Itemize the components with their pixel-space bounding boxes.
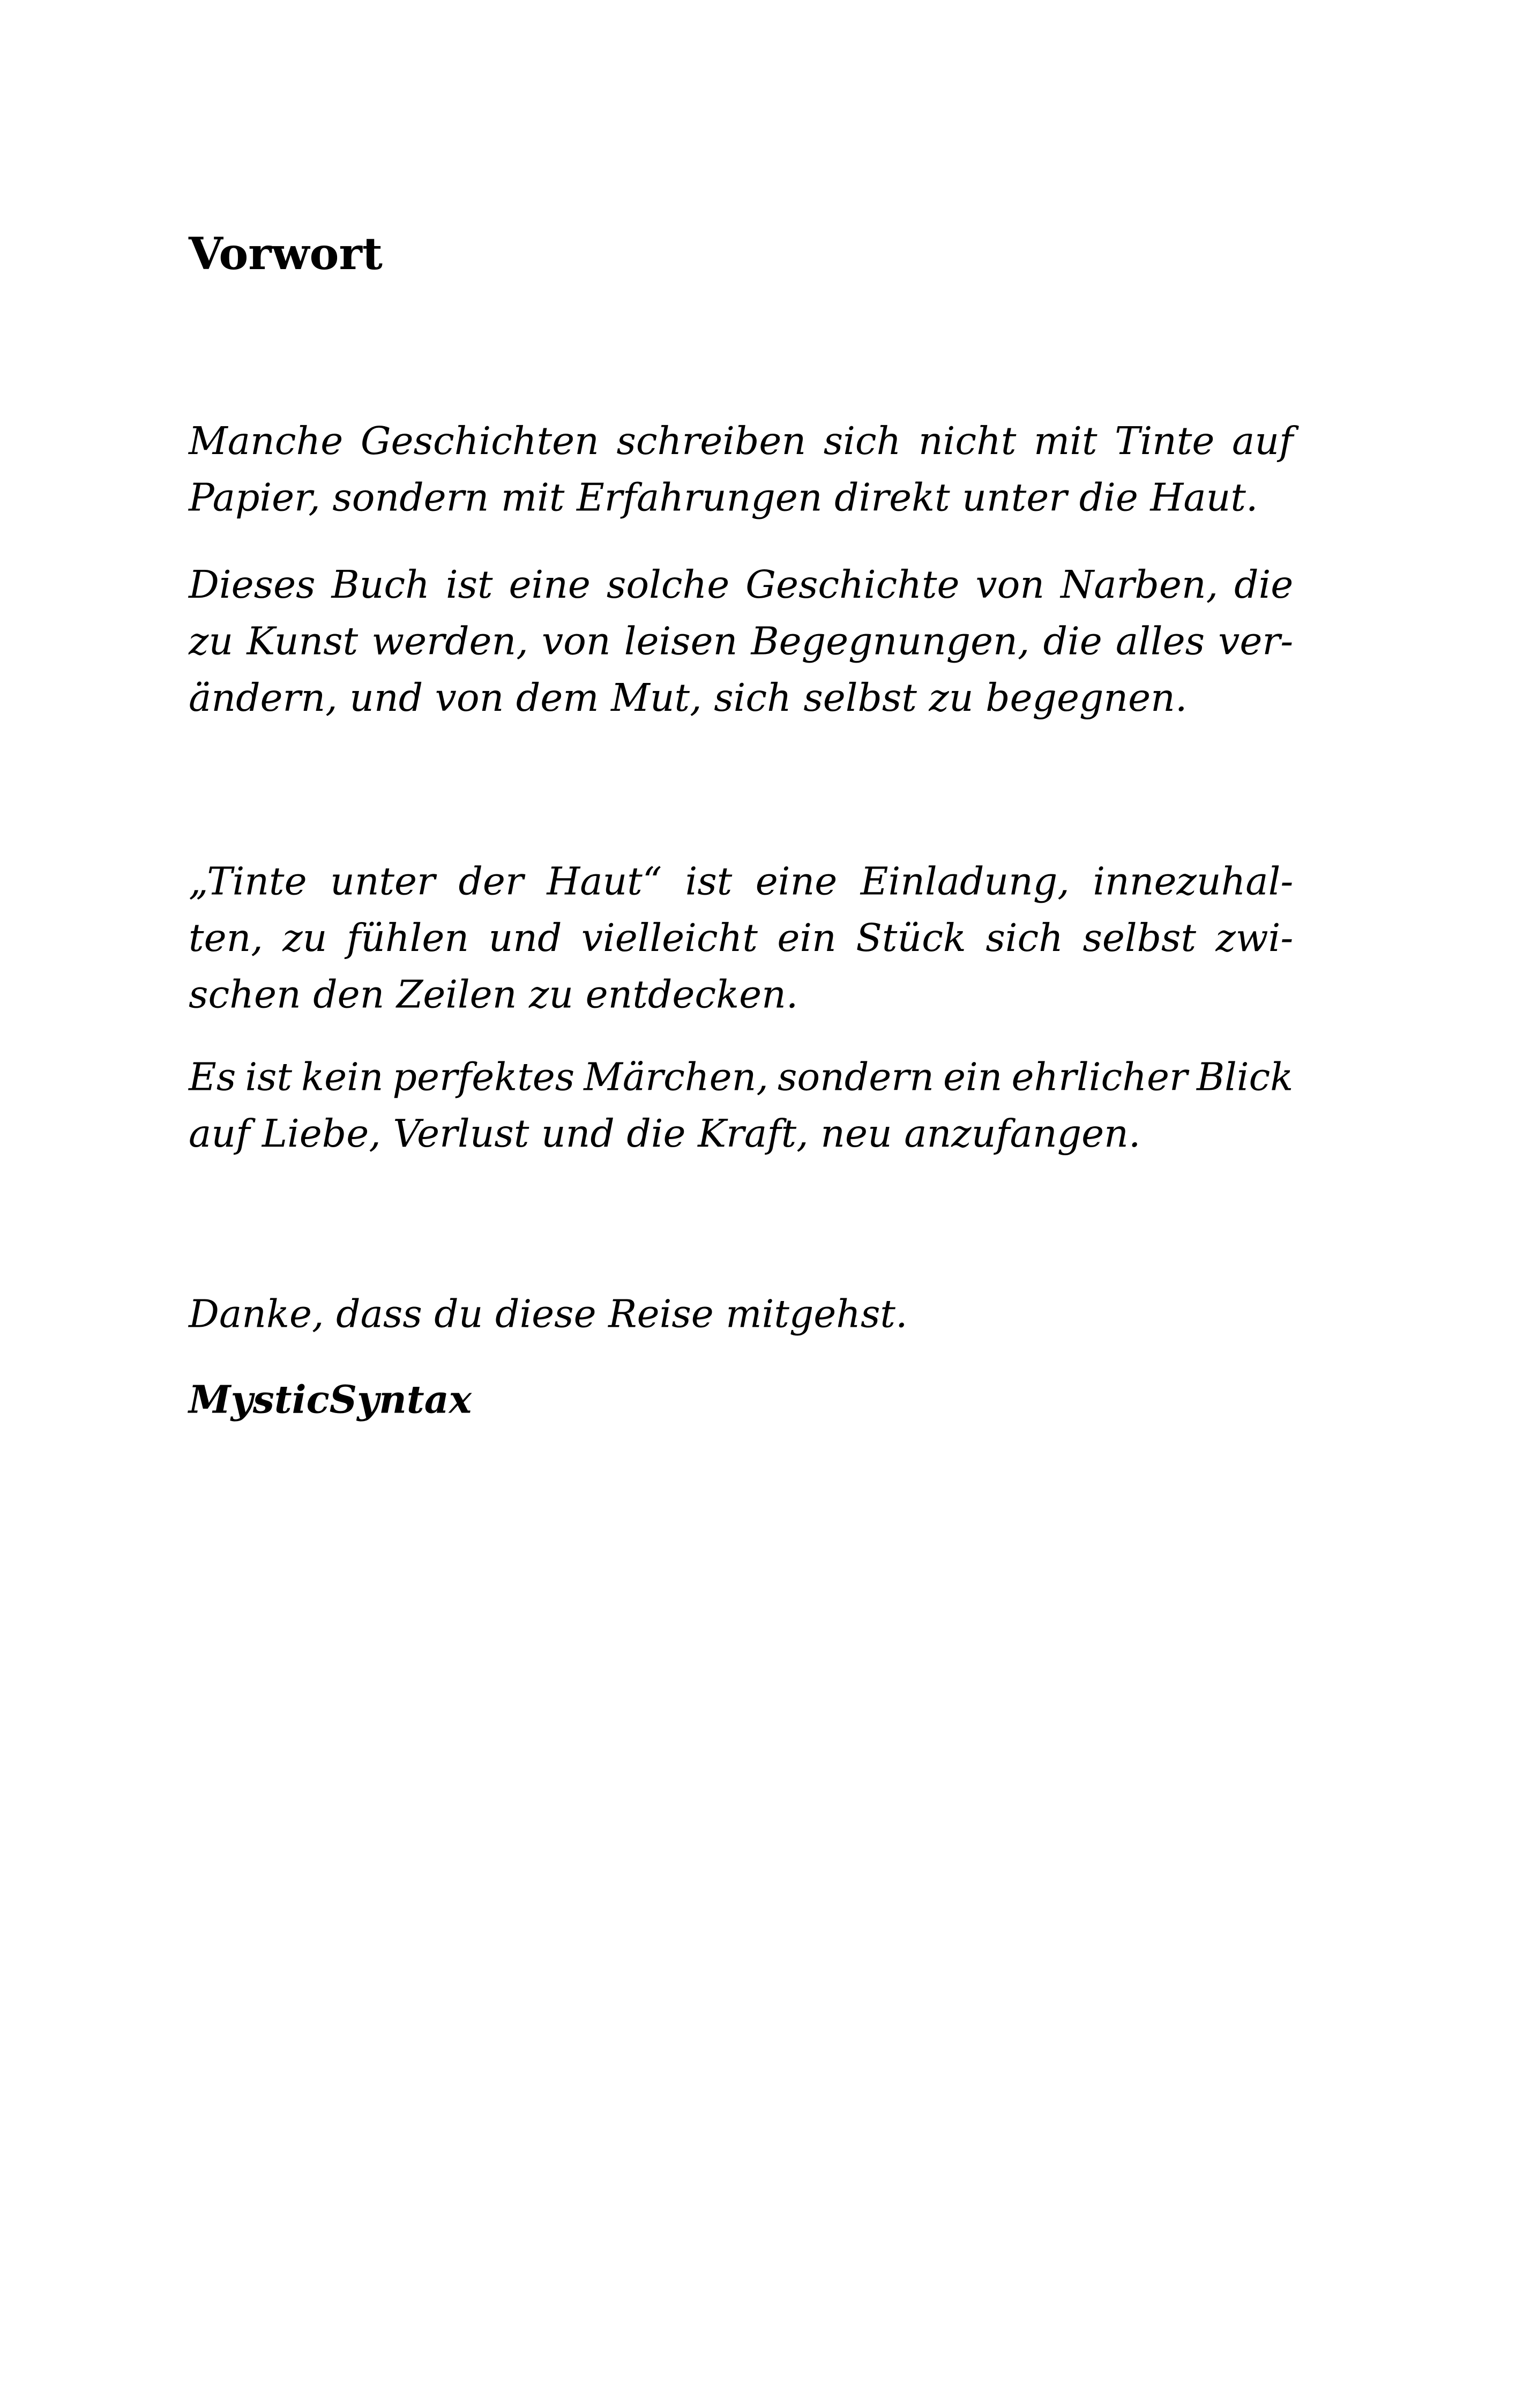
paragraph-invitation (189, 853, 1293, 1023)
text-line: Manche Geschichten schreiben sich nicht mit Tinte auf (189, 419, 1294, 464)
paragraph-intro (189, 413, 1293, 526)
text-line: ändern, und von dem Mut, sich selbst zu begegnen. (189, 675, 1188, 720)
text-line: Dieses Buch ist eine solche Geschichte von Narben, die (189, 562, 1294, 607)
text-line: „Tinte unter der Haut“ ist eine Einladung, innezuhal- (189, 859, 1294, 904)
text-line: auf Liebe, Verlust und die Kraft, neu anzufangen. (189, 1111, 1141, 1156)
author-signature: MysticSyntax (189, 1377, 472, 1422)
text-line: Es ist kein perfektes Märchen, sondern ein ehrlicher Blick (189, 1054, 1294, 1099)
paragraph-thanks (189, 1286, 1293, 1343)
chapter-heading: Vorwort (189, 227, 383, 280)
text-line: zu Kunst werden, von leisen Begegnungen, die alles ver- (189, 619, 1294, 664)
text-line: ten, zu fühlen und vielleicht ein Stück sich selbst zwi- (189, 916, 1294, 961)
paragraph-honest-view (189, 1049, 1293, 1162)
text-line: Danke, dass du diese Reise mitgehst. (189, 1292, 908, 1336)
paragraph-book-description (189, 556, 1293, 726)
text-line: Papier, sondern mit Erfahrungen direkt unter die Haut. (189, 475, 1258, 520)
text-line: schen den Zeilen zu entdecken. (189, 972, 798, 1017)
